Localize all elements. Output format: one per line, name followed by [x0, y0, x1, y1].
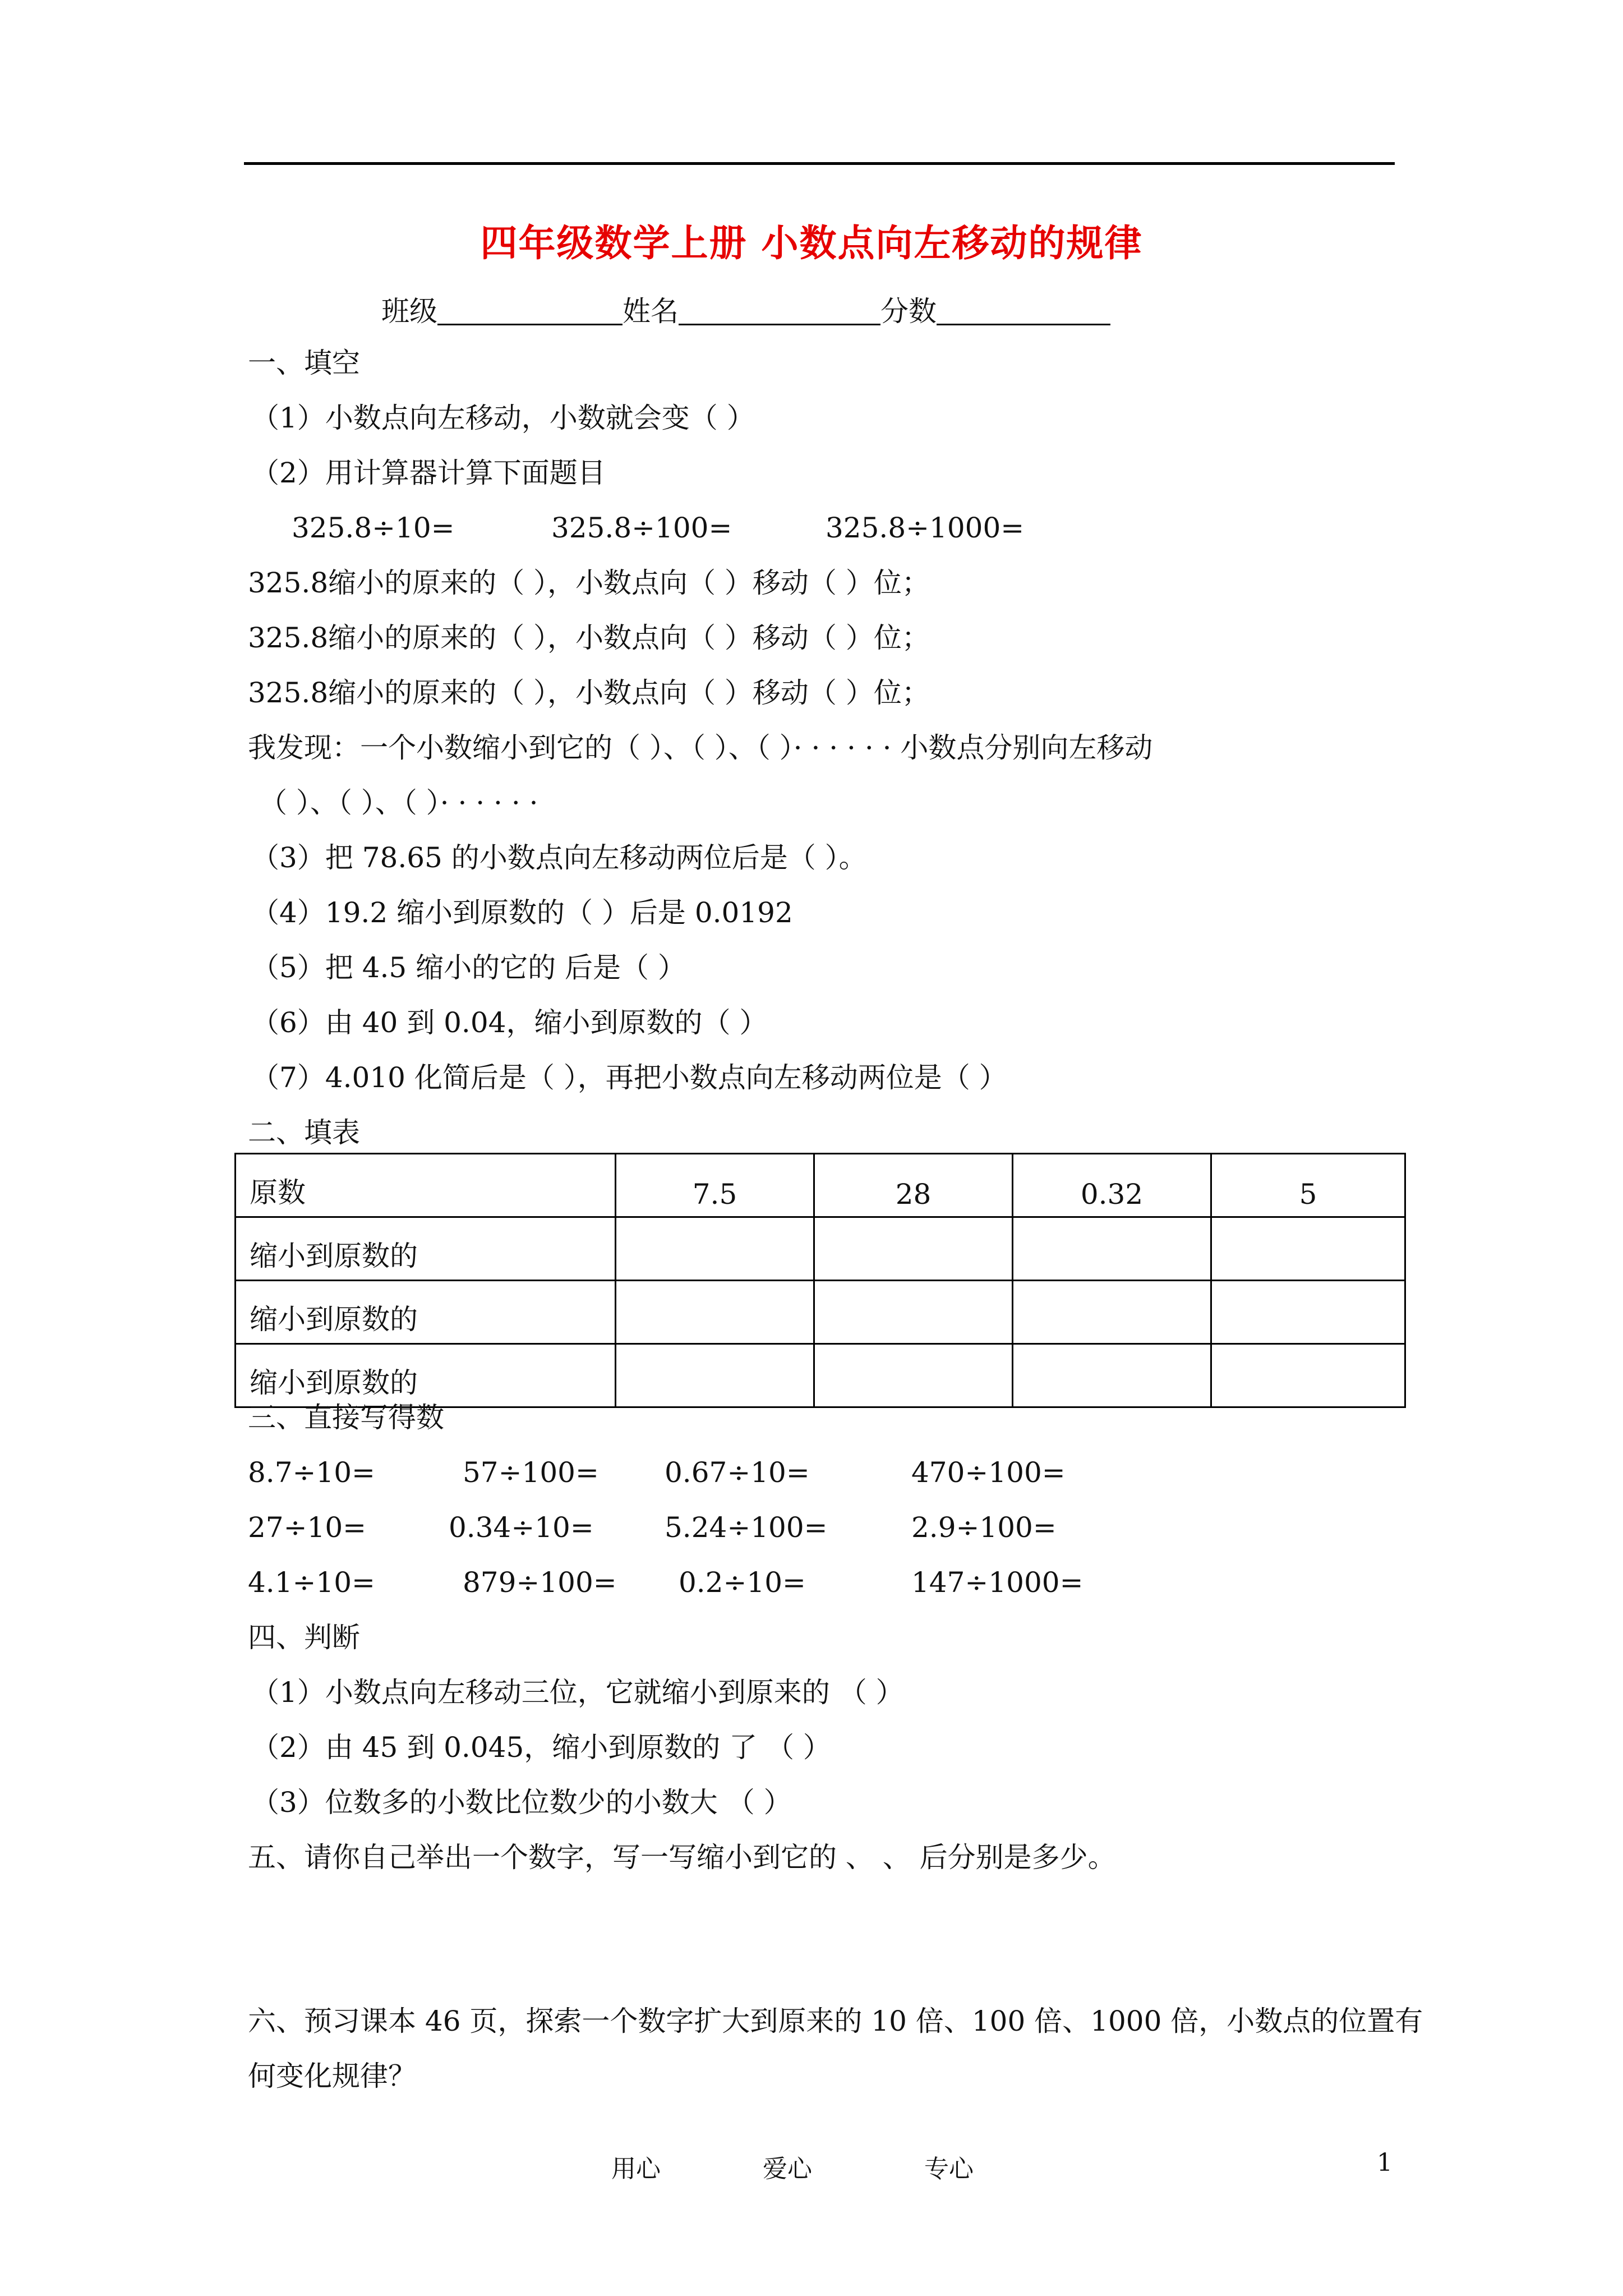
- table-header-cell: 7.5: [616, 1154, 814, 1217]
- calc-item: 470÷100=: [911, 1456, 1066, 1489]
- table-row: [236, 1344, 1405, 1407]
- section-6-line-2: 何变化规律？: [248, 2060, 416, 2092]
- calc-item: 8.7÷10=: [248, 1456, 375, 1489]
- table-cell[interactable]: [616, 1281, 814, 1344]
- s1-finding-line-1: 我发现：一个小数缩小到它的（ ）、（ ）、（ ）· · · · · · 小数点分别向左移动: [248, 731, 1153, 764]
- s1-q6: （6）由 40 到 0.04，缩小到原数的（ ）: [251, 1006, 768, 1039]
- table-cell[interactable]: [814, 1344, 1013, 1407]
- table-row: [236, 1217, 1405, 1281]
- fill-table: [234, 1153, 1406, 1408]
- header-rule: [244, 162, 1395, 165]
- s1-q7: （7）4.010 化简后是（ ），再把小数点向左移动两位是（ ）: [251, 1061, 1007, 1094]
- table-cell[interactable]: [814, 1217, 1013, 1281]
- section-5: 五、请你自己举出一个数字，写一写缩小到它的 、 、 后分别是多少。: [248, 1841, 1116, 1874]
- footer-motto: 用心: [611, 2155, 661, 2183]
- s1-q3: （3）把 78.65 的小数点向左移动两位后是（ ）。: [251, 841, 867, 874]
- section-3-heading: 三、直接写得数: [248, 1401, 444, 1434]
- s1-row: 325.8缩小的原来的（ ），小数点向（ ）移动（ ）位；: [248, 622, 930, 654]
- page-number: 1: [1377, 2148, 1393, 2177]
- s1-q2: （2）用计算器计算下面题目: [251, 457, 606, 489]
- table-row: [236, 1154, 1405, 1217]
- table-cell[interactable]: [1013, 1281, 1211, 1344]
- table-row-label: 缩小到原数的: [236, 1281, 616, 1344]
- s1-row: 325.8缩小的原来的（ ），小数点向（ ）移动（ ）位；: [248, 677, 930, 709]
- calc-item: 325.8÷100=: [551, 512, 732, 544]
- class-label: 班级: [381, 295, 437, 328]
- student-info-line: [381, 295, 1110, 328]
- table-header-cell: 原数: [236, 1154, 616, 1217]
- table-row: [236, 1281, 1405, 1344]
- calc-item: 57÷100=: [463, 1456, 599, 1489]
- table-cell[interactable]: [1211, 1217, 1405, 1281]
- section-1-heading: 一、填空: [248, 347, 360, 379]
- calc-item: 147÷1000=: [911, 1566, 1083, 1599]
- s4-q1: （1）小数点向左移动三位，它就缩小到原来的 （ ）: [251, 1676, 904, 1709]
- s1-q1: （1）小数点向左移动，小数就会变（ ）: [251, 402, 755, 434]
- page-title: 四年级数学上册 小数点向左移动的规律: [480, 221, 1143, 265]
- table-header-cell: 5: [1211, 1154, 1405, 1217]
- name-blank[interactable]: [679, 295, 880, 325]
- section-4-heading: 四、判断: [248, 1621, 360, 1654]
- calc-item: 0.2÷10=: [679, 1566, 806, 1599]
- calc-item: 879÷100=: [463, 1566, 617, 1599]
- s1-q5: （5）把 4.5 缩小的它的 后是（ ）: [251, 951, 686, 984]
- table-header-cell: 28: [814, 1154, 1013, 1217]
- score-blank[interactable]: [937, 295, 1110, 325]
- s1-finding-line-2: （ ）、（ ）、（ ）· · · · · ·: [259, 786, 538, 819]
- class-blank[interactable]: [437, 295, 623, 325]
- footer-motto: 专心: [924, 2155, 974, 2183]
- footer-motto: 爱心: [763, 2155, 812, 2183]
- calc-item: 325.8÷10=: [292, 512, 455, 544]
- section-6-line-1: 六、预习课本 46 页，探索一个数字扩大到原来的 10 倍、100 倍、1000 倍，小数点的位置有: [248, 2005, 1423, 2037]
- table-cell[interactable]: [1013, 1344, 1211, 1407]
- table-row-label: 缩小到原数的: [236, 1217, 616, 1281]
- s1-q4: （4）19.2 缩小到原数的（ ）后是 0.0192: [251, 896, 793, 929]
- name-label: 姓名: [623, 295, 679, 328]
- table-row-label: 缩小到原数的: [236, 1344, 616, 1407]
- table-cell[interactable]: [1211, 1281, 1405, 1344]
- s4-q3: （3）位数多的小数比位数少的小数大 （ ）: [251, 1786, 792, 1819]
- table-cell[interactable]: [616, 1217, 814, 1281]
- calc-item: 2.9÷100=: [911, 1511, 1057, 1544]
- table-cell[interactable]: [616, 1344, 814, 1407]
- calc-item: 325.8÷1000=: [826, 512, 1025, 544]
- table-header-cell: 0.32: [1013, 1154, 1211, 1217]
- table-cell[interactable]: [1013, 1217, 1211, 1281]
- table-cell[interactable]: [1211, 1344, 1405, 1407]
- table-cell[interactable]: [814, 1281, 1013, 1344]
- section-2-heading: 二、填表: [248, 1116, 360, 1149]
- calc-item: 27÷10=: [248, 1511, 367, 1544]
- s4-q2: （2）由 45 到 0.045，缩小到原数的 了 （ ）: [251, 1731, 831, 1764]
- calc-item: 0.34÷10=: [449, 1511, 594, 1544]
- calc-item: 0.67÷10=: [665, 1456, 810, 1489]
- score-label: 分数: [880, 295, 937, 328]
- calc-item: 5.24÷100=: [665, 1511, 828, 1544]
- s1-row: 325.8缩小的原来的（ ），小数点向（ ）移动（ ）位；: [248, 567, 930, 599]
- calc-item: 4.1÷10=: [248, 1566, 375, 1599]
